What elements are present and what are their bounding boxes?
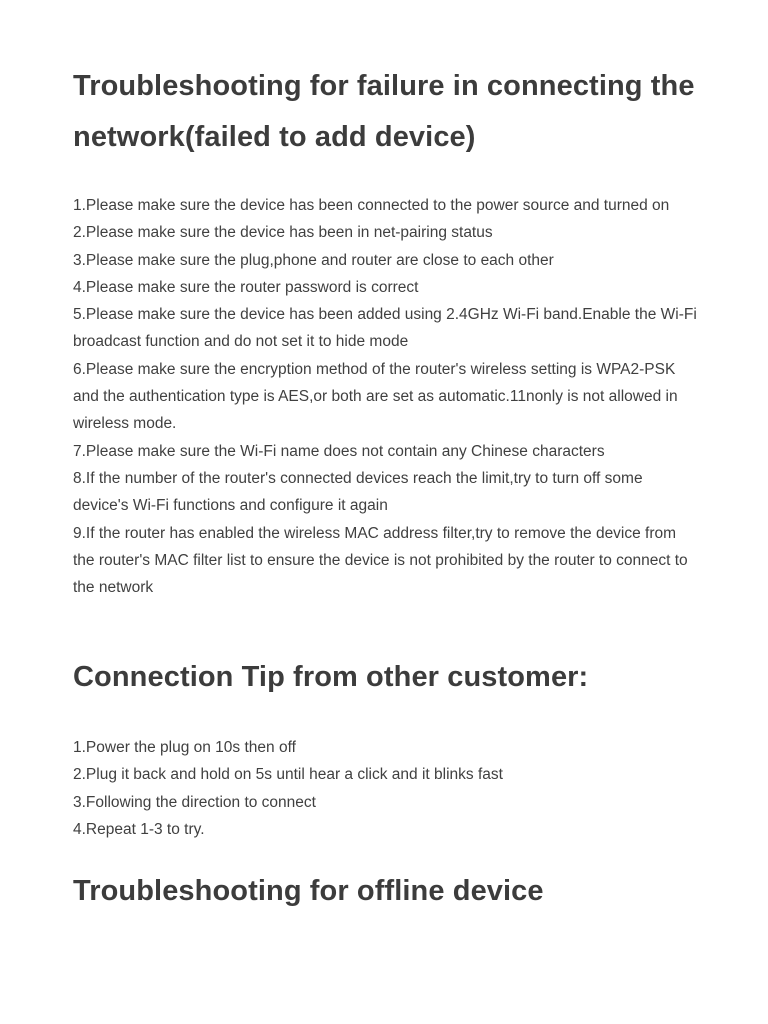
connection-tip-steps — [73, 734, 698, 843]
step-item: 1.Please make sure the device has been connected to the power source and turned on — [73, 197, 670, 214]
network-failure-steps — [73, 192, 698, 601]
section-title-offline-device: Troubleshooting for offline device — [73, 875, 544, 907]
step-item: 8.If the number of the router's connected devices reach the limit,try to turn off some device's Wi-Fi functions and configure it again — [73, 469, 643, 515]
tip-item: 4.Repeat 1-3 to try. — [73, 820, 205, 838]
section-title-connection-tip: Connection Tip from other customer: — [73, 661, 589, 693]
step-item: 3.Please make sure the plug,phone and router are close to each other — [73, 251, 554, 269]
section-title-network-failure: Troubleshooting for failure in connecting the network(failed to add device) — [73, 70, 695, 153]
tip-item: 3.Following the direction to connect — [73, 793, 316, 811]
step-item: 9.If the router has enabled the wireless MAC address filter,try to remove the device from the router's MAC filter list to ensure the device is not prohibited by the router to connect to the network — [73, 524, 688, 597]
step-item: 5.Please make sure the device has been added using 2.4GHz Wi-Fi band.Enable the Wi-Fi broadcast function and do not set it to hide mode — [73, 306, 697, 351]
step-item: 7.Please make sure the Wi-Fi name does not contain any Chinese characters — [73, 442, 605, 460]
step-item: 4.Please make sure the router password is correct — [73, 278, 419, 296]
tip-item: 2.Plug it back and hold on 5s until hear a click and it blinks fast — [73, 766, 503, 784]
tip-item: 1.Power the plug on 10s then off — [73, 739, 296, 756]
step-item: 2.Please make sure the device has been in net-pairing status — [73, 224, 493, 242]
step-item: 6.Please make sure the encryption method of the router's wireless setting is WPA2-PSK and the authentication type is AES,or both are set as automatic.11nonly is not allowed in wireless mode. — [73, 360, 678, 433]
